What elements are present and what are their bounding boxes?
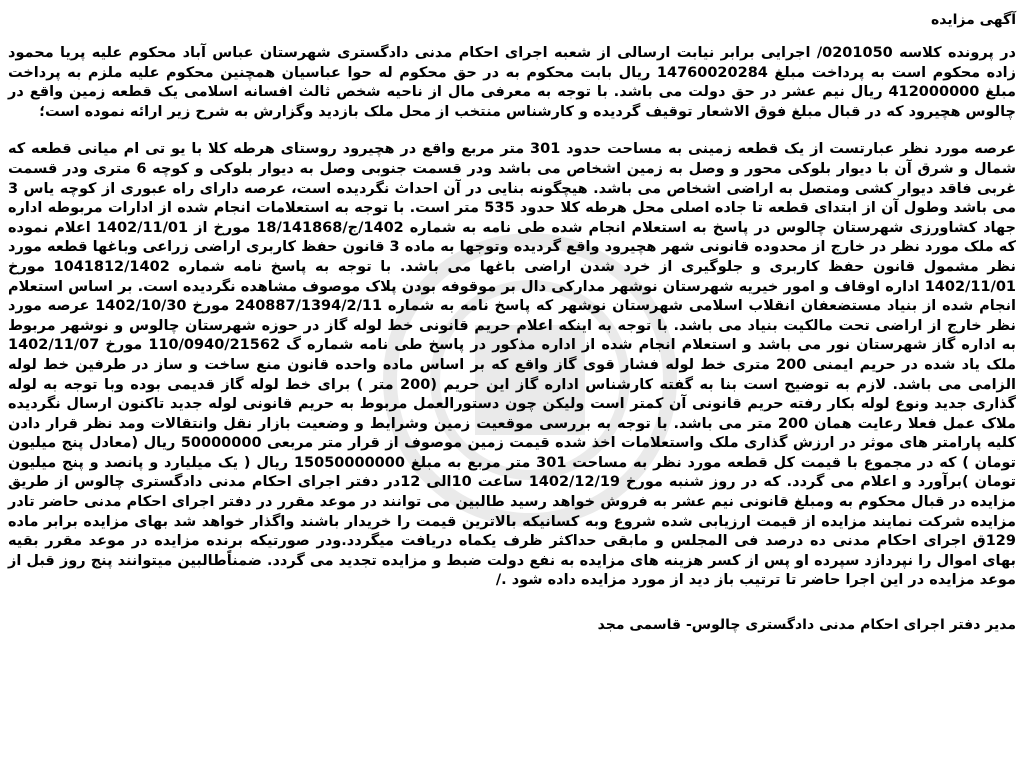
notice-signature: مدیر دفتر اجرای احکام مدنی دادگستری چالوس- قاسمی مجد [597, 617, 1016, 634]
notice-paragraph-property: عرصه مورد نظر عبارتست از یک قطعه زمینی به مساحت حدود 301 متر مربع واقع در هچیرود روستای هرطه کلا با یو تی ام میانی قطعه که شمال و شرق آن با دیوار بلوکی محور و وصل به زمین اشخاص می باشد ودر قسمت جنوبی وصل به دیوار بلوکی و کوچه 6 متری ودر قسمت غربی فاقد دیوار کشی ومتصل به اراضی اشخاص می باشد. هیچگونه بنایی در آن احداث نگردیده است، عرصه دارای راه عبوری از کوچه یاس 3 می باشد وطول آن از ابتدای قطعه تا جاده اصلی محل هرطه کلا حدود 535 متر است. با توجه به استعلامات انجام شده از ادارات مربوطه اداره جهاد کشاورزی شهرستان چالوس در پاسخ به استعلام انجام شده طی نامه به شماره 1402/ج/18/141868 مورخ از 1402/11/01 اعلام نموده که ملک مورد نظر در خارج از محدوده قانونی شهر هچیرود واقع گردیده وتوجها به ماده 3 قانون حفظ کاربری اراضی زراعی وباغها قطعه مورد نظر مشمول قانون حفظ کاربری و جلوگیری از خرد شدن اراضی باغها می باشد. با توجه به پاسخ نامه شماره 1041812/1402 مورخ 1402/11/01 اداره اوقاف و امور خیریه شهرستان نوشهر مدارکی دال بر موقوفه بودن پلاک موصوف مشاهده نگردیده است. بر اساس استعلام انجام شده از بنیاد مستضعفان انقلاب اسلامی شهرستان نوشهر که پاسخ نامه به شماره 240887/1394/2/11 مورخ 1402/10/30 عرصه مورد نظر خارج از اراضی تحت مالکیت بنیاد می باشد. با توجه به اینکه اعلام حریم قانونی خط لوله گاز در حوزه شهرستان چالوس و نوشهر مربوط به اداره گاز شهرستان نور می باشد و استعلام انجام شده از اداره مذکور در پاسخ طی نامه شماره گ 110/0940/21562 مورخ 1402/11/07 ملک یاد شده در حریم ایمنی 200 متری خط لوله فشار قوی گاز واقع که بر اساس ماده واحده قانون منع ساخت و ساز در طرفین خط لوله الزامی می باشد. لازم به توضیح است بنا به گفته کارشناس اداره گاز این حریم (200 متر ) برای خط لوله گاز قدیمی بوده وبا توجه به لوله گذاری جدید ونوع لوله بکار رفته حریم قانونی آن کمتر است ولیکن چون دستورالعمل مربوط به حریم قانونی لوله جدید تاکنون ارسال نگردیده ملاک عمل فعلا رعایت همان 200 متر می باشد. با توجه به بررسی موقعیت زمین وشرایط و وضعیت بازار نقل وانتقالات ومد نظر قرار دادن کلیه پارامتر های موثر در ارزش گذاری ملک واستعلامات اخذ شده قیمت زمین موصوف از قرار متر مربعی 50000000 ریال (معادل پنج میلیون تومان ) که در مجموع با قیمت کل قطعه مورد نظر به مساحت 301 متر مربع به مبلغ 15050000000 ریال ( یک میلیارد و پانصد و پنج میلیون تومان )برآورد و اعلام می گردد. که در روز شنبه مورخ 1402/12/19 ساعت 10الی 12در دفتر اجرای احکام مدنی دادگستری چالوس از طریق مزایده در قبال محکوم به ومبلغ قانونی نیم عشر به فروش خواهد رسید طالبین می توانند در موعد مقرر در دفتر اجرای احکام مدنی حاضر تادر مزایده شرکت نمایند مزایده از قیمت ارزیابی شده شروع وبه کسانیکه بالاترین قیمت را خریدار باشند واگذار خواهد شد بهای مزایده برابر ماده 129ق اجرای احکام مدنی ده درصد فی المجلس و مابقی حداکثر ظرف یکماه دریافت میگردد.ودر صورتیکه برنده مزایده در موعد مقرر بقیه بهای اموال را نپردازد سپرده او پس از کسر هزینه های مزایده به نفع دولت ضبط و مزایده تجدید می گردد. ضمناًطالبین میتوانند پنج روز قبل از موعد مزایده در این اجرا حاضر تا ترتیب باز دید از مورد مزایده داده شود ./ [8, 141, 1017, 589]
notice-title: آگهی مزایده [930, 12, 1016, 28]
notice-paragraph-case: در پرونده کلاسه 0201050/ اجرایی برابر نیابت ارسالی از شعبه اجرای احکام مدنی دادگستری شهرستان عباس آباد محکوم علیه پریا محمود زاده محکوم است به پرداخت مبلغ 14760020284 ریال بابت محکوم به در حق محکوم له حوا عباسیان همچنین محکوم علیه ملزم به پرداخت مبلغ 412000000 ریال نیم عشر در حق دولت می باشد. با توجه به معرفی مال از ناحیه شخص ثالث افسانه اسلامی یک قطعه زمین واقع در چالوس هچیرود که در قبال مبلغ فوق الاشعار توقیف گردیده و کارشناس منتخب از محل ملک بازدید وگزارش به شرح زیر ارائه نموده است؛ [8, 45, 1016, 120]
